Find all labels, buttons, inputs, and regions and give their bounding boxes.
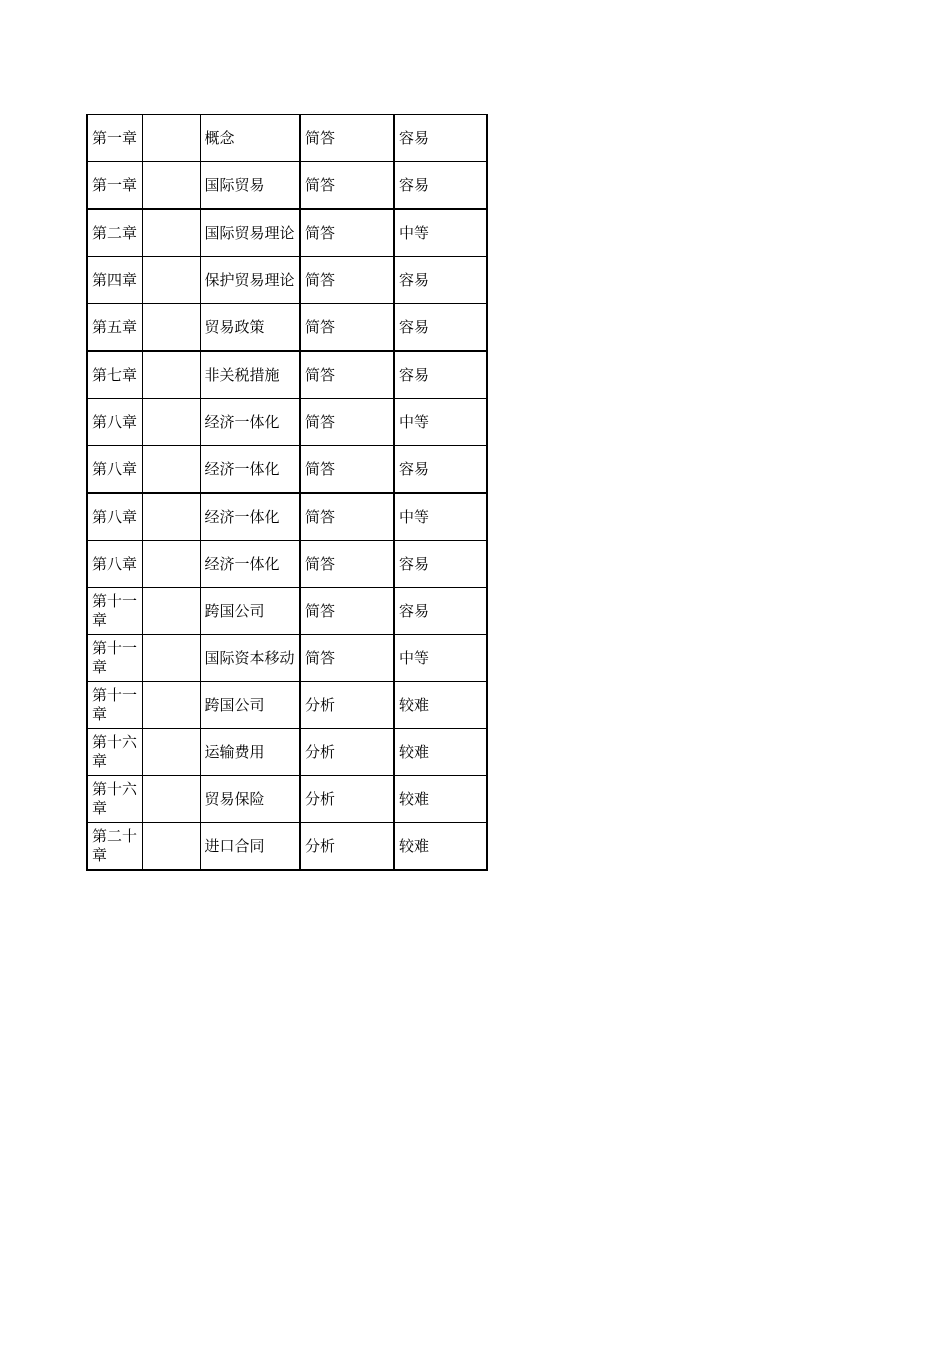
topic-cell[interactable]: 运输费用	[200, 729, 300, 776]
topic-cell[interactable]: 贸易保险	[200, 776, 300, 823]
topic-cell[interactable]: 国际贸易	[200, 162, 300, 210]
chapter-cell[interactable]: 第一章	[87, 162, 142, 210]
type-cell[interactable]: 简答	[300, 162, 394, 210]
type-cell[interactable]: 分析	[300, 729, 394, 776]
type-cell[interactable]: 分析	[300, 823, 394, 871]
type-cell[interactable]: 简答	[300, 541, 394, 588]
topic-cell[interactable]: 国际贸易理论	[200, 209, 300, 257]
blank-cell[interactable]	[142, 115, 200, 162]
table-row	[87, 776, 487, 823]
table-row	[87, 162, 487, 210]
blank-cell[interactable]	[142, 635, 200, 682]
chapter-cell[interactable]: 第十六章	[87, 729, 142, 776]
table-row	[87, 257, 487, 304]
table-row	[87, 729, 487, 776]
difficulty-cell[interactable]: 中等	[394, 209, 487, 257]
table-row	[87, 541, 487, 588]
chapter-cell[interactable]: 第十六章	[87, 776, 142, 823]
topic-cell[interactable]: 跨国公司	[200, 588, 300, 635]
difficulty-cell[interactable]: 中等	[394, 635, 487, 682]
difficulty-cell[interactable]: 较难	[394, 776, 487, 823]
blank-cell[interactable]	[142, 541, 200, 588]
table-row	[87, 399, 487, 446]
question-table	[86, 114, 488, 871]
type-cell[interactable]: 简答	[300, 588, 394, 635]
chapter-cell[interactable]: 第四章	[87, 257, 142, 304]
type-cell[interactable]: 简答	[300, 635, 394, 682]
topic-cell[interactable]: 保护贸易理论	[200, 257, 300, 304]
difficulty-cell[interactable]: 容易	[394, 351, 487, 399]
table-row	[87, 588, 487, 635]
chapter-cell[interactable]: 第八章	[87, 541, 142, 588]
blank-cell[interactable]	[142, 209, 200, 257]
chapter-cell[interactable]: 第七章	[87, 351, 142, 399]
chapter-cell[interactable]: 第一章	[87, 115, 142, 162]
table-body	[87, 115, 487, 871]
topic-cell[interactable]: 进口合同	[200, 823, 300, 871]
difficulty-cell[interactable]: 容易	[394, 446, 487, 494]
difficulty-cell[interactable]: 较难	[394, 823, 487, 871]
blank-cell[interactable]	[142, 682, 200, 729]
topic-cell[interactable]: 国际资本移动	[200, 635, 300, 682]
topic-cell[interactable]: 非关税措施	[200, 351, 300, 399]
table-row	[87, 823, 487, 871]
type-cell[interactable]: 分析	[300, 682, 394, 729]
chapter-cell[interactable]: 第八章	[87, 399, 142, 446]
difficulty-cell[interactable]: 容易	[394, 162, 487, 210]
blank-cell[interactable]	[142, 493, 200, 541]
difficulty-cell[interactable]: 容易	[394, 588, 487, 635]
chapter-cell[interactable]: 第八章	[87, 493, 142, 541]
chapter-cell[interactable]: 第十一章	[87, 635, 142, 682]
blank-cell[interactable]	[142, 729, 200, 776]
difficulty-cell[interactable]: 容易	[394, 115, 487, 162]
blank-cell[interactable]	[142, 257, 200, 304]
type-cell[interactable]: 分析	[300, 776, 394, 823]
blank-cell[interactable]	[142, 399, 200, 446]
topic-cell[interactable]: 经济一体化	[200, 446, 300, 494]
type-cell[interactable]: 简答	[300, 446, 394, 494]
blank-cell[interactable]	[142, 588, 200, 635]
type-cell[interactable]: 简答	[300, 493, 394, 541]
chapter-cell[interactable]: 第二章	[87, 209, 142, 257]
chapter-cell[interactable]: 第十一章	[87, 588, 142, 635]
table-row	[87, 304, 487, 352]
topic-cell[interactable]: 经济一体化	[200, 399, 300, 446]
table-row	[87, 682, 487, 729]
type-cell[interactable]: 简答	[300, 257, 394, 304]
blank-cell[interactable]	[142, 351, 200, 399]
blank-cell[interactable]	[142, 776, 200, 823]
difficulty-cell[interactable]: 容易	[394, 304, 487, 352]
table-row	[87, 209, 487, 257]
difficulty-cell[interactable]: 中等	[394, 493, 487, 541]
difficulty-cell[interactable]: 较难	[394, 682, 487, 729]
type-cell[interactable]: 简答	[300, 351, 394, 399]
topic-cell[interactable]: 跨国公司	[200, 682, 300, 729]
type-cell[interactable]: 简答	[300, 304, 394, 352]
topic-cell[interactable]: 经济一体化	[200, 541, 300, 588]
chapter-cell[interactable]: 第八章	[87, 446, 142, 494]
table-row	[87, 446, 487, 494]
chapter-cell[interactable]: 第十一章	[87, 682, 142, 729]
type-cell[interactable]: 简答	[300, 399, 394, 446]
chapter-cell[interactable]: 第五章	[87, 304, 142, 352]
chapter-cell[interactable]: 第二十章	[87, 823, 142, 871]
blank-cell[interactable]	[142, 823, 200, 871]
type-cell[interactable]: 简答	[300, 209, 394, 257]
table-row	[87, 115, 487, 162]
blank-cell[interactable]	[142, 304, 200, 352]
difficulty-cell[interactable]: 容易	[394, 541, 487, 588]
blank-cell[interactable]	[142, 446, 200, 494]
table-row	[87, 351, 487, 399]
type-cell[interactable]: 简答	[300, 115, 394, 162]
topic-cell[interactable]: 经济一体化	[200, 493, 300, 541]
topic-cell[interactable]: 贸易政策	[200, 304, 300, 352]
difficulty-cell[interactable]: 容易	[394, 257, 487, 304]
blank-cell[interactable]	[142, 162, 200, 210]
table-row	[87, 635, 487, 682]
difficulty-cell[interactable]: 较难	[394, 729, 487, 776]
topic-cell[interactable]: 概念	[200, 115, 300, 162]
difficulty-cell[interactable]: 中等	[394, 399, 487, 446]
table-row	[87, 493, 487, 541]
